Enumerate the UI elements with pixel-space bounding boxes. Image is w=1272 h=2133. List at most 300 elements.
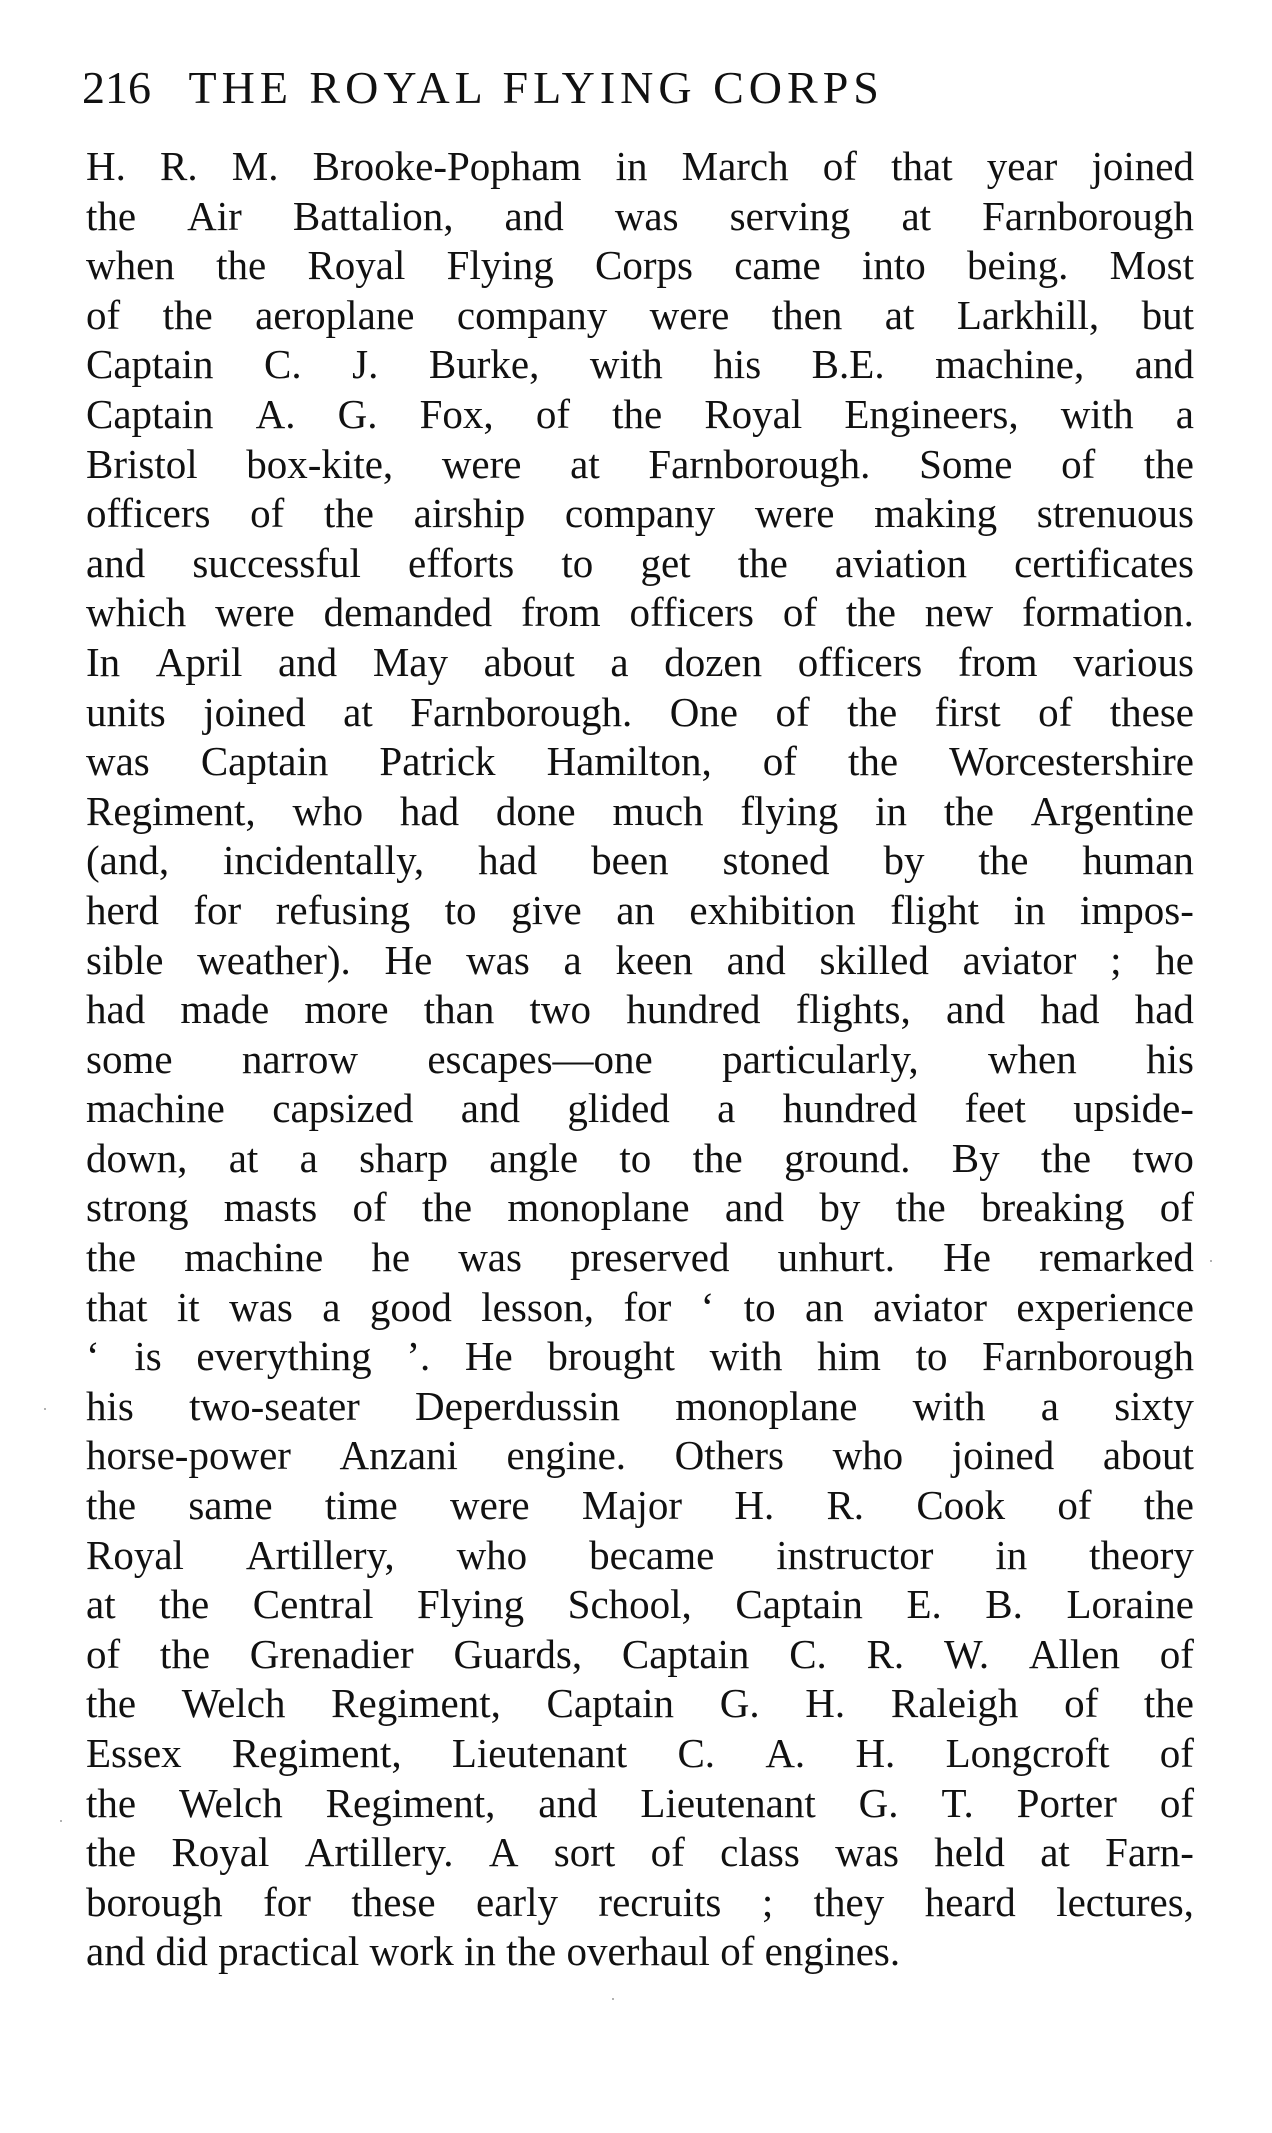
paper-speck (44, 1408, 46, 1410)
word: sharp (359, 1134, 448, 1181)
text-line (86, 1729, 1194, 1779)
word: from (957, 638, 1038, 685)
word: the (159, 1581, 210, 1628)
word: then (771, 291, 843, 338)
word: ; (1110, 936, 1122, 983)
word: remarked (1039, 1234, 1194, 1281)
word: at (86, 1581, 116, 1628)
word: the (421, 1184, 473, 1231)
word: the (612, 390, 663, 437)
word: Most (1109, 242, 1194, 289)
word: brought (547, 1333, 675, 1380)
text-line (86, 1233, 1194, 1283)
word: Captain (735, 1581, 863, 1628)
word: G. (719, 1680, 760, 1727)
word: the (1143, 1482, 1194, 1529)
word: had (1040, 986, 1100, 1033)
word: in (875, 787, 907, 834)
word: lesson, (481, 1283, 595, 1330)
word: serving (729, 192, 851, 239)
word: had (86, 986, 146, 1033)
word: Guards, (453, 1630, 583, 1677)
word: of (1057, 1482, 1092, 1529)
word: Royal (171, 1829, 270, 1876)
word: B. (985, 1581, 1023, 1628)
word: Grenadier (249, 1630, 414, 1677)
word: Bristol (86, 440, 198, 487)
word: By (951, 1134, 1000, 1181)
word: made (180, 986, 270, 1033)
text-line (86, 1431, 1194, 1481)
running-head (82, 58, 1182, 118)
word: the (1040, 1134, 1092, 1181)
text-line (86, 886, 1194, 936)
word: an (616, 886, 655, 933)
word: of (782, 589, 817, 636)
word: did (155, 1928, 219, 1975)
word: E. (906, 1581, 942, 1628)
paper-speck (612, 1998, 614, 2000)
word: H. (734, 1482, 775, 1529)
word: C. (677, 1730, 716, 1776)
word: down, (86, 1134, 188, 1181)
text-line (86, 1927, 1194, 1977)
word: the (159, 1630, 211, 1677)
word: the (847, 688, 898, 735)
word: it (176, 1283, 200, 1330)
word: of (1159, 1779, 1194, 1826)
word: the (1143, 440, 1194, 487)
word: Central (252, 1581, 374, 1628)
word: monoplane (675, 1382, 858, 1429)
word: give (511, 886, 582, 933)
word: of (1159, 1730, 1194, 1776)
word: at (901, 192, 932, 239)
word: the (86, 1482, 137, 1529)
word: machine (184, 1234, 324, 1281)
word: keen (615, 936, 693, 983)
word: efforts (408, 539, 515, 586)
word: unhurt. (777, 1234, 895, 1281)
word: Larkhill, (956, 291, 1100, 338)
word: Air (187, 192, 242, 239)
word: A (488, 1829, 519, 1876)
word: of (1159, 1184, 1194, 1231)
word: was (229, 1283, 293, 1330)
word: Regiment, (331, 1680, 501, 1727)
word: the (86, 1234, 137, 1281)
word: Royal (86, 1531, 184, 1578)
text-line (86, 1084, 1194, 1134)
word: hundred (782, 1085, 918, 1132)
word: Worcestershire (949, 738, 1194, 785)
word: a (717, 1085, 736, 1132)
word: R. (160, 143, 198, 189)
word: with (1060, 390, 1134, 437)
word: a (563, 936, 582, 983)
text-line (86, 142, 1194, 192)
word: ; (761, 1878, 774, 1925)
word: preserved (570, 1234, 730, 1281)
word: hundred (626, 986, 761, 1033)
word: Royal (307, 242, 406, 289)
text-line (86, 440, 1194, 490)
word: of (86, 291, 121, 338)
word: machine, (935, 341, 1085, 388)
word: strong (86, 1184, 189, 1231)
text-line (86, 638, 1194, 688)
word: demanded (323, 589, 493, 636)
word: glided (567, 1085, 670, 1132)
word: to (619, 1134, 652, 1181)
word: aviator (873, 1283, 987, 1330)
word: Battalion, (292, 192, 454, 239)
word: were (449, 1482, 530, 1529)
word: R. (866, 1630, 905, 1677)
text-line (86, 539, 1194, 589)
word: more (304, 986, 389, 1033)
word: He (943, 1234, 991, 1281)
word: various (1073, 638, 1194, 685)
word: Welch (181, 1680, 286, 1727)
word: Captain (200, 738, 329, 785)
word: early (476, 1878, 558, 1925)
word: these (351, 1878, 436, 1925)
word: the (895, 1184, 946, 1231)
word: of (535, 390, 570, 437)
word: narrow (241, 1035, 358, 1082)
word: done (495, 787, 576, 834)
word: but (1141, 291, 1194, 338)
word: horse-power (86, 1432, 291, 1479)
word: Raleigh (890, 1680, 1019, 1727)
word: and (277, 638, 338, 685)
word: from (520, 589, 601, 636)
word: G. (337, 390, 378, 437)
word: is (134, 1333, 162, 1380)
page-number: 216 (82, 62, 151, 113)
word: He (384, 936, 433, 983)
word: Farnborough. (410, 688, 633, 735)
text-line (86, 1134, 1194, 1184)
word: Essex (86, 1730, 182, 1776)
word: Engineers, (844, 390, 1019, 437)
word: of (1064, 1680, 1099, 1727)
word: G. (858, 1779, 899, 1826)
word: about (1102, 1432, 1194, 1479)
word: angle (489, 1134, 579, 1181)
word: C. (264, 341, 302, 388)
word: year (986, 143, 1058, 189)
paper-speck (60, 1820, 62, 1822)
word: Burke, (428, 341, 540, 388)
word: an (805, 1283, 844, 1330)
word: Welch (179, 1779, 283, 1826)
text-line (86, 1283, 1194, 1333)
word: and (945, 986, 1006, 1033)
word: ’. (406, 1333, 431, 1380)
word: instructor (776, 1531, 934, 1578)
word: were (441, 440, 522, 487)
word: overhaul (566, 1928, 721, 1975)
word: had (478, 837, 538, 884)
word: Lieutenant (640, 1779, 816, 1826)
word: Farnborough. (648, 440, 871, 487)
word: B.E. (811, 341, 885, 388)
word: joined (1091, 143, 1194, 189)
word: Argentine (1030, 787, 1194, 834)
word: was (466, 936, 530, 983)
word: W. (943, 1630, 990, 1677)
word: human (1082, 837, 1194, 884)
word: held (934, 1829, 1005, 1876)
word: (and, (86, 837, 170, 884)
word: machine (86, 1085, 225, 1132)
word: sixty (1114, 1382, 1194, 1429)
word: Fox, (419, 390, 494, 437)
word: in (995, 1531, 1028, 1578)
word: sible (86, 936, 164, 983)
word: skilled (819, 936, 929, 983)
word: of (250, 490, 285, 537)
word: March (681, 143, 789, 189)
word: Brooke-Popham (312, 143, 582, 189)
word: A. (255, 390, 296, 437)
word: time (324, 1482, 398, 1529)
word: aviator (962, 936, 1077, 983)
word: capsized (272, 1085, 414, 1132)
word: and (1134, 341, 1194, 388)
word: in (615, 143, 648, 189)
word: a (1040, 1382, 1059, 1429)
word: get (640, 539, 691, 586)
word: T. (941, 1779, 974, 1826)
word: in (464, 1928, 507, 1975)
word: at (570, 440, 600, 487)
word: and (86, 1928, 156, 1975)
word: successful (192, 539, 361, 586)
word: for (193, 886, 242, 933)
running-title: THE ROYAL FLYING CORPS (188, 62, 884, 113)
word: masts (223, 1184, 318, 1231)
word: M. (231, 143, 279, 189)
text-line (86, 1828, 1194, 1878)
word: the (162, 291, 213, 338)
word: Allen (1028, 1630, 1120, 1677)
word: R. (826, 1482, 865, 1529)
word: the (86, 192, 137, 239)
word: the (692, 1134, 743, 1181)
word: into (861, 242, 926, 289)
word: for (263, 1878, 311, 1925)
word: Flying (446, 242, 554, 289)
word: of (1038, 688, 1073, 735)
word: certificates (1014, 539, 1194, 586)
word: new (924, 589, 994, 636)
word: was (458, 1234, 522, 1281)
word: Royal (704, 390, 803, 437)
word: practical (218, 1928, 370, 1975)
word: Porter (1016, 1779, 1117, 1826)
word: Corps (595, 242, 693, 289)
word: refusing (275, 886, 411, 933)
text-line (86, 192, 1194, 242)
word: officers (629, 589, 754, 636)
word: with (589, 341, 663, 388)
word: exhibition (689, 886, 856, 933)
text-line (86, 737, 1194, 787)
word: of (775, 688, 810, 735)
word: was (835, 1829, 899, 1876)
word: for (623, 1283, 672, 1330)
word: when (987, 1035, 1077, 1082)
word: became (589, 1531, 715, 1578)
word: two-seater (189, 1382, 360, 1429)
word: his (1146, 1035, 1194, 1082)
word: good (369, 1283, 452, 1330)
word: being. (967, 242, 1069, 289)
word: everything (196, 1333, 372, 1380)
word: at (884, 291, 915, 338)
word: Captain (546, 1680, 675, 1727)
word: than (423, 986, 495, 1033)
word: box-kite, (246, 440, 394, 487)
word: the (845, 589, 896, 636)
word: aviation (834, 539, 967, 586)
word: the (506, 1928, 567, 1975)
word: and (86, 539, 146, 586)
word: making (874, 490, 998, 537)
word: with (709, 1333, 783, 1380)
word: J. (352, 341, 379, 388)
word: the (86, 1680, 137, 1727)
text-line (86, 241, 1194, 291)
text-line (86, 1035, 1194, 1085)
word: Flying (417, 1581, 525, 1628)
text-line (86, 1878, 1194, 1928)
text-line (86, 836, 1194, 886)
word: H. (805, 1680, 846, 1727)
word: to (743, 1283, 776, 1330)
word: officers (86, 490, 211, 537)
word: herd (86, 886, 159, 933)
word: Patrick (379, 738, 496, 785)
word: monoplane (507, 1184, 690, 1231)
word: Captain (86, 390, 214, 437)
word: ‘ (700, 1283, 715, 1330)
word: aeroplane (255, 291, 415, 338)
word: were (215, 589, 295, 636)
word: of (720, 1928, 765, 1975)
word: company (456, 291, 608, 338)
word: him (817, 1333, 881, 1380)
word: School, (567, 1581, 692, 1628)
word: sort (553, 1829, 616, 1876)
text-line (86, 291, 1194, 341)
text-line (86, 1481, 1194, 1531)
word: borough (86, 1878, 223, 1925)
word: April (155, 638, 243, 685)
word: that (891, 143, 953, 189)
word: and (726, 936, 786, 983)
word: at (1040, 1829, 1070, 1876)
word: Farnborough (982, 192, 1194, 239)
word: and (538, 1779, 598, 1826)
word: to (915, 1333, 948, 1380)
word: of (1159, 1630, 1194, 1677)
word: Major (581, 1482, 683, 1529)
word: who (292, 787, 364, 834)
word: about (483, 638, 575, 685)
word: were (754, 490, 835, 537)
word: Others (674, 1432, 784, 1479)
word: at (228, 1134, 259, 1181)
word: of (352, 1184, 387, 1231)
text-line (86, 489, 1194, 539)
word: came (734, 242, 821, 289)
word: Anzani (339, 1432, 458, 1479)
text-line (86, 985, 1194, 1035)
word: of (1061, 440, 1096, 487)
word: the (978, 837, 1029, 884)
word: heard (924, 1878, 1016, 1925)
word: Some (919, 440, 1013, 487)
word: much (612, 787, 704, 834)
word: a (299, 1134, 318, 1181)
word: was (614, 192, 679, 239)
word: two (529, 986, 592, 1033)
word: the (737, 539, 788, 586)
word: Deperdussin (415, 1382, 621, 1429)
word: class (720, 1829, 800, 1876)
word: Regiment, (86, 787, 256, 834)
word: airship (413, 490, 526, 537)
word: by (819, 1184, 861, 1231)
word: and (724, 1184, 785, 1231)
word: In (86, 638, 121, 685)
word: theory (1089, 1531, 1194, 1578)
word: joined (951, 1432, 1055, 1479)
word: to (444, 886, 477, 933)
word: weather). (197, 936, 351, 983)
word: officers (797, 638, 923, 685)
word: H. (86, 143, 126, 189)
text-line (86, 1531, 1194, 1581)
word: Artillery. (304, 1829, 454, 1876)
word: the (86, 1779, 137, 1826)
word: Artillery, (245, 1531, 395, 1578)
word: and (460, 1085, 520, 1132)
word: which (86, 589, 187, 636)
paper-speck (1210, 1260, 1212, 1262)
text-line (86, 1382, 1194, 1432)
word: engines. (764, 1928, 901, 1975)
word: the (323, 490, 374, 537)
word: Captain (621, 1630, 750, 1677)
word: experience (1016, 1283, 1194, 1330)
word: had (399, 787, 460, 834)
word: a (610, 638, 629, 685)
word: impos- (1080, 886, 1194, 933)
word: Hamilton, (546, 738, 712, 785)
word: company (564, 490, 716, 537)
word: and (504, 192, 564, 239)
text-line (86, 340, 1194, 390)
word: they (813, 1878, 885, 1925)
word: units (86, 688, 166, 735)
text-line (86, 688, 1194, 738)
word: that (86, 1283, 148, 1330)
